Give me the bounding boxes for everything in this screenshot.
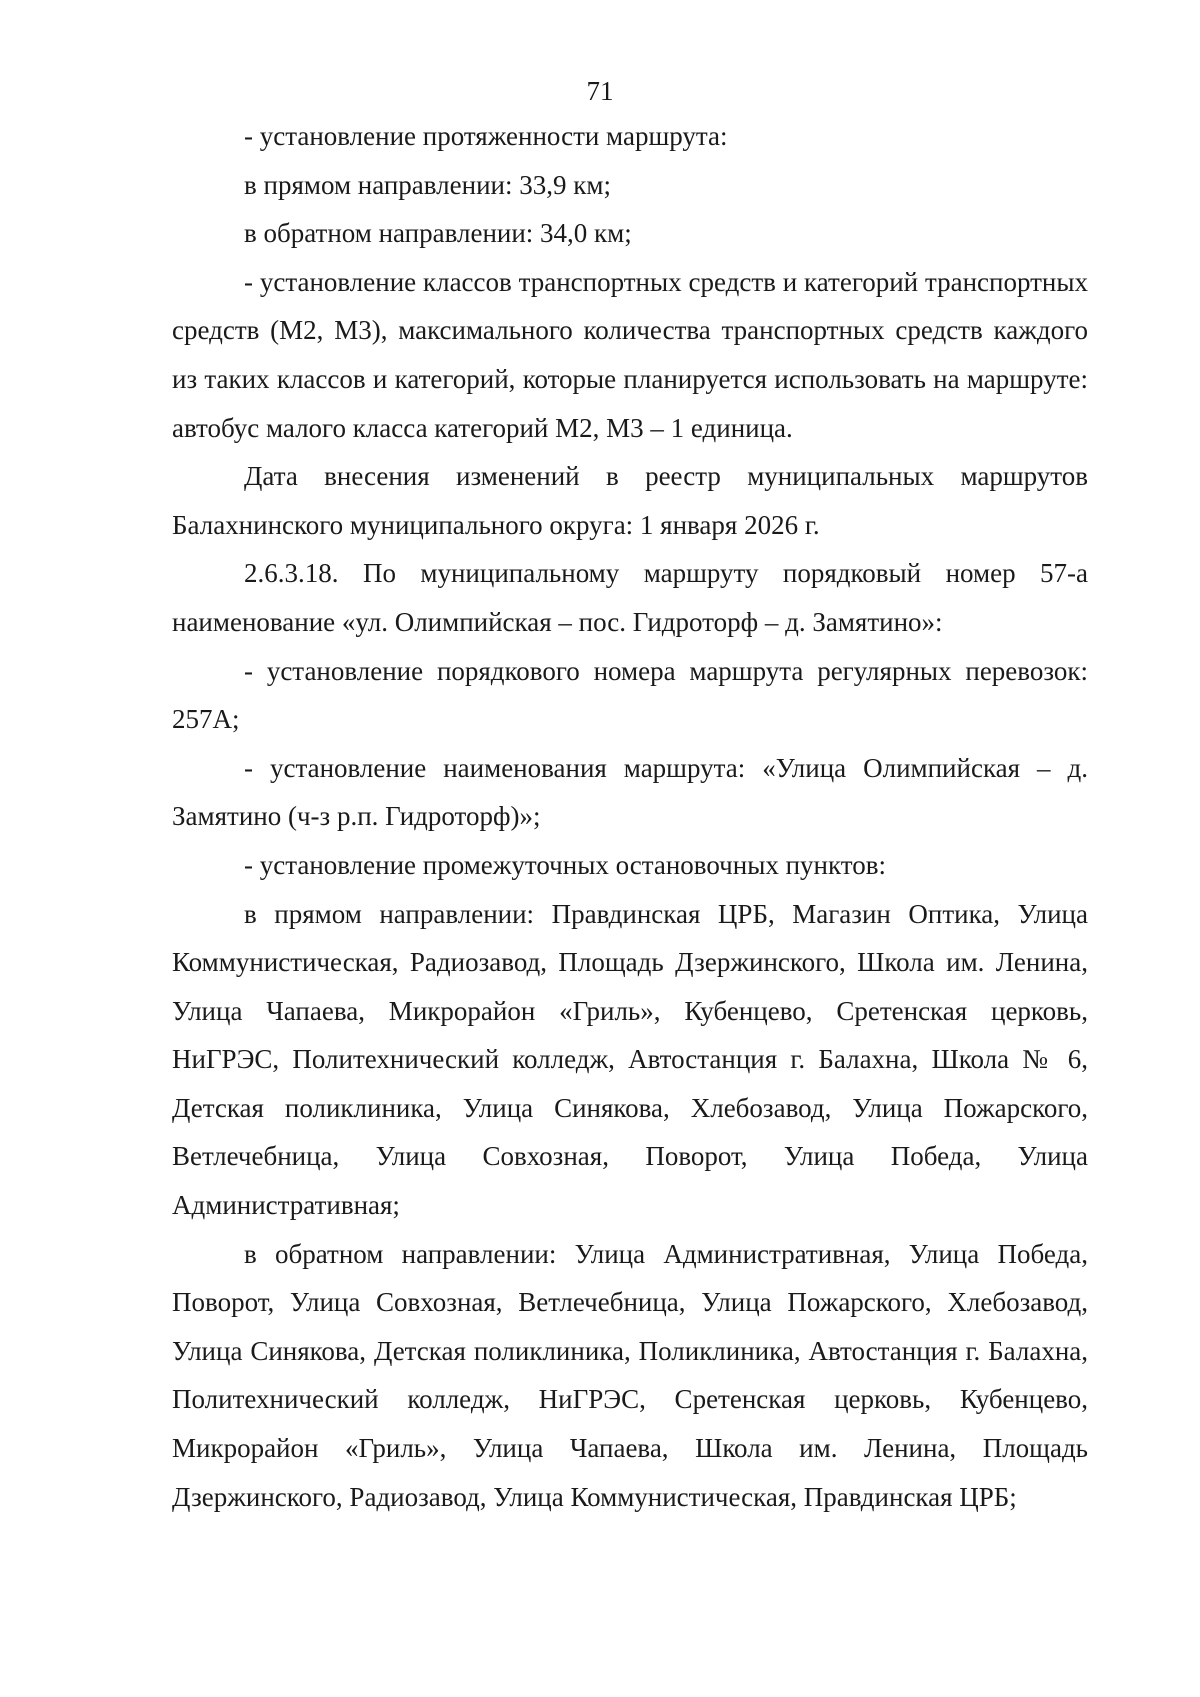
document-body <box>172 112 1088 1521</box>
paragraph-forward-stops: в прямом направлении: Правдинская ЦРБ, Магазин Оптика, Улица Коммунистическая, Радиозавод, Площадь Дзержинского, Школа им. Ленина, Улица Чапаева, Микрорайон «Гриль», Кубенцево, Сретенская церковь, НиГРЭС, Политехнический колледж, Автостанция г. Балахна, Школа № 6, Детская поликлиника, Улица Синякова, Хлебозавод, Улица Пожарского, Ветлечебница, Улица Совхозная, Поворот, Улица Победа, Улица Административная; <box>172 898 1088 1221</box>
paragraph-route-number: - установление порядкового номера маршрута регулярных перевозок: 257А; <box>172 655 1088 735</box>
paragraph-forward-length: в прямом направлении: 33,9 км; <box>244 169 611 200</box>
page-number: 71 <box>586 76 614 106</box>
paragraph-intermediate-stops: - установление промежуточных остановочных пунктов: <box>244 849 886 880</box>
paragraph-vehicle-classes: - установление классов транспортных средств и категорий транспортных средств (М2, М3), максимального количества транспортных средств каждого из таких классов и категорий, которые планируется использовать на маршруте: автобус малого класса категорий М2, М3 – 1 единица. <box>172 266 1088 443</box>
paragraph-section-2-6-3-18: 2.6.3.18. По муниципальному маршруту порядковый номер 57-а наименование «ул. Олимпийская – пос. Гидроторф – д. Замятино»: <box>172 558 1088 637</box>
paragraph-route-name: - установление наименования маршрута: «Улица Олимпийская – д. Замятино (ч-з р.п. Гидроторф)»; <box>172 752 1088 832</box>
paragraph-registry-date: Дата внесения изменений в реестр муниципальных маршрутов Балахнинского муниципального округа: 1 января 2026 г. <box>172 461 1088 540</box>
paragraph-route-length: - установление протяженности маршрута: <box>244 121 728 151</box>
paragraph-backward-length: в обратном направлении: 34,0 км; <box>244 218 632 249</box>
paragraph-backward-stops: в обратном направлении: Улица Административная, Улица Победа, Поворот, Улица Совхозная, Ветлечебница, Улица Пожарского, Хлебозавод, Улица Синякова, Детская поликлиника, Поликлиника, Автостанция г. Балахна, Политехнический колледж, НиГРЭС, Сретенская церковь, Кубенцево, Микрорайон «Гриль», Улица Чапаева, Школа им. Ленина, Площадь Дзержинского, Радиозавод, Улица Коммунистическая, Правдинская ЦРБ; <box>172 1238 1088 1512</box>
